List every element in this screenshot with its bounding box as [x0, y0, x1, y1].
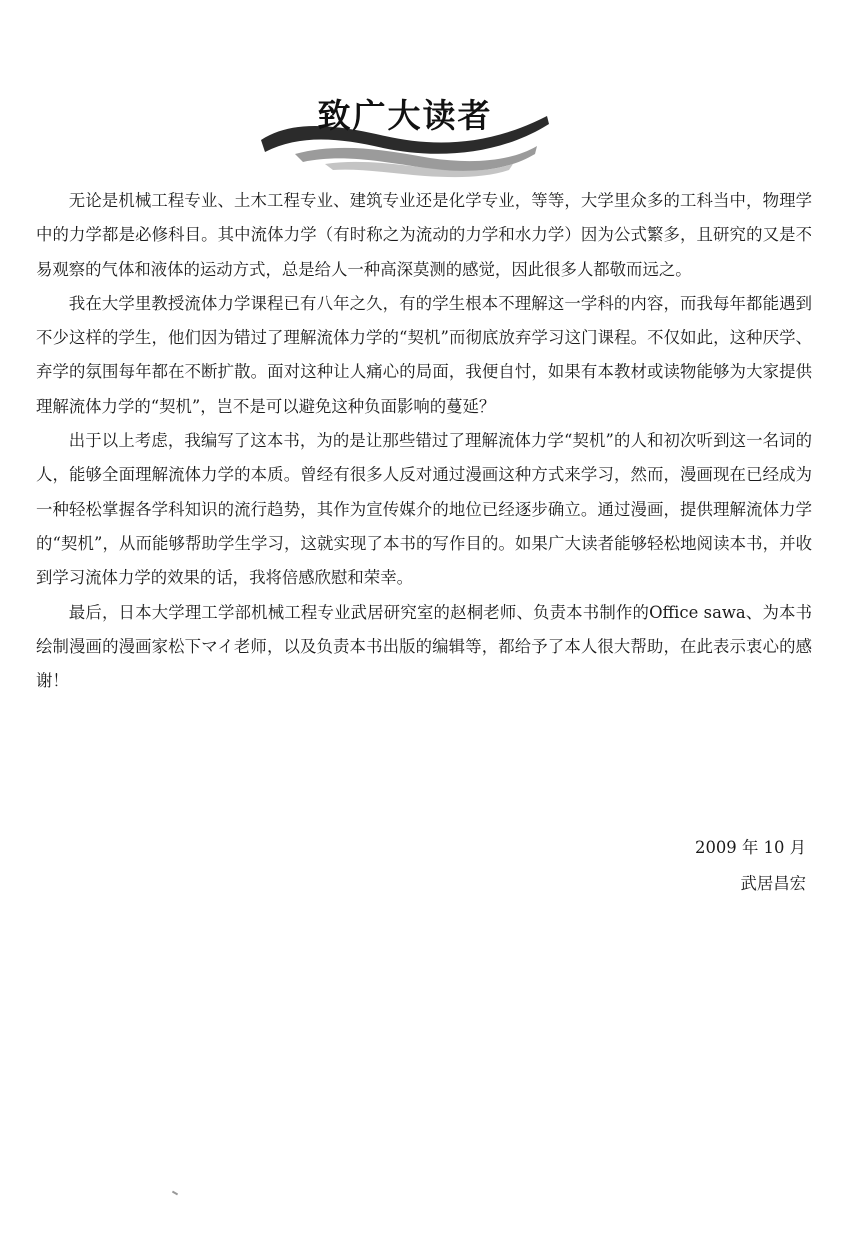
paragraph-4: 最后，日本大学理工学部机械工程专业武居研究室的赵桐老师、负责本书制作的Office sawa、为本书绘制漫画的漫画家松下マイ老师，以及负责本书出版的编辑等，都给予了本人很大帮助，在此表示衷心的感谢！ — [36, 602, 812, 691]
title-banner — [255, 88, 555, 178]
paragraph-3: 出于以上考虑，我编写了这本书，为的是让那些错过了理解流体力学“契机”的人和初次听到这一名词的人，能够全面理解流体力学的本质。曾经有很多人反对通过漫画这种方式来学习，然而，漫画现在已经成为一种轻松掌握各学科知识的流行趋势，其作为宣传媒介的地位已经逐步确立。通过漫画，提供理解流体力学的“契机”，从而能够帮助学生学习，这就实现了本书的写作目的。如果广大读者能够轻松地阅读本书，并收到学习流体力学的效果的话，我将倍感欣慰和荣幸。 — [36, 431, 812, 588]
signature-date: 2009 年 10 月 — [695, 838, 806, 857]
signature-author: 武居昌宏 — [740, 874, 806, 893]
preface-body — [36, 184, 812, 698]
page-title: 致广大读者 — [317, 96, 493, 135]
signature-block — [695, 830, 806, 902]
paragraph-1: 无论是机械工程专业、土木工程专业、建筑专业还是化学专业，等等，大学里众多的工科当中，物理学中的力学都是必修科目。其中流体力学（有时称之为流动的力学和水力学）因为公式繁多，且研究的又是不易观察的气体和液体的运动方式，总是给人一种高深莫测的感觉，因此很多人都敬而远之。 — [36, 191, 812, 279]
paragraph-2: 我在大学里教授流体力学课程已有八年之久，有的学生根本不理解这一学科的内容，而我每年都能遇到不少这样的学生，他们因为错过了理解流体力学的“契机”而彻底放弃学习这门课程。不仅如此，这种厌学、弃学的氛围每年都在不断扩散。面对这种让人痛心的局面，我便自忖，如果有本教材或读物能够为大家提供理解流体力学的“契机”，岂不是可以避免这种负面影响的蔓延？ — [36, 293, 812, 416]
scan-speck — [172, 1191, 178, 1196]
